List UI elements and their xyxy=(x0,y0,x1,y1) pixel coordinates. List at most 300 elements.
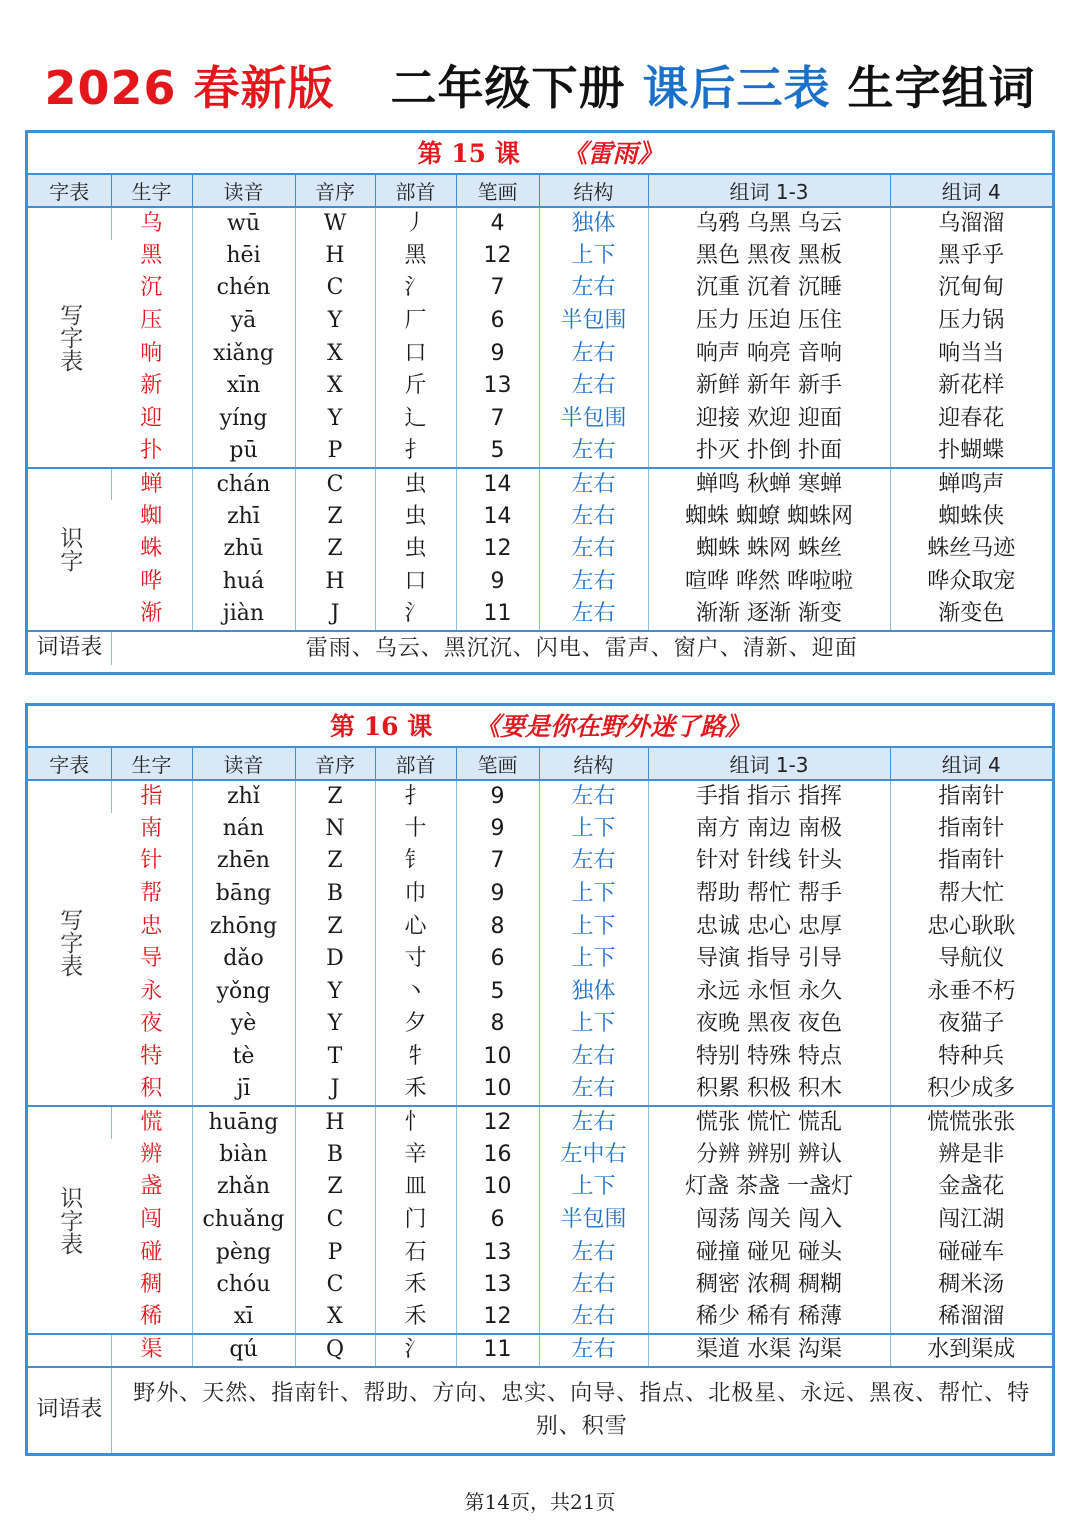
cell-words: 稠密 浓稠 稠糊 xyxy=(648,1269,890,1302)
cell-radical: 钅 xyxy=(375,845,456,878)
cell-word4: 扑蝴蝶 xyxy=(890,435,1052,468)
cell-words: 导演 指导 引导 xyxy=(648,943,890,976)
cell-words: 沉重 沉着 沉睡 xyxy=(648,272,890,305)
cell-structure: 上下 xyxy=(539,943,648,976)
cell-words: 南方 南边 南极 xyxy=(648,813,890,846)
cell-word4: 沉甸甸 xyxy=(890,272,1052,305)
cell-char: 辨 xyxy=(140,1141,163,1167)
cell-word4: 导航仪 xyxy=(890,943,1052,976)
cell-structure: 左右 xyxy=(539,1041,648,1074)
group-label-text: 写字表 xyxy=(56,908,83,978)
cell-char: 导 xyxy=(140,946,163,972)
cell-pinyin: yè xyxy=(192,1008,295,1041)
cell-char: 迎 xyxy=(140,405,163,431)
col-header: 组词 1-3 xyxy=(648,175,890,207)
table-row xyxy=(28,566,1052,599)
cell-words: 迎接 欢迎 迎面 xyxy=(648,403,890,436)
cell-char: 扑 xyxy=(140,437,163,463)
title-grade: 二年级下册 xyxy=(390,61,626,115)
cell-char: 慌 xyxy=(111,1106,192,1139)
table-row xyxy=(28,813,1052,846)
table-row xyxy=(28,910,1052,943)
cell-pinyin: yā xyxy=(192,305,295,338)
lesson-16-panel xyxy=(25,703,1055,1456)
cell-radical: 门 xyxy=(375,1204,456,1237)
cell-word4: 蝉鸣声 xyxy=(890,468,1052,501)
cell-pinyin: pū xyxy=(192,435,295,468)
cell-char: 响 xyxy=(140,340,163,366)
table-row xyxy=(28,207,1052,240)
cell-words: 乌鸦 乌黑 乌云 xyxy=(648,207,890,240)
cell-char: 忠 xyxy=(140,913,163,939)
cell-structure: 左右 xyxy=(539,1302,648,1335)
cell-radical: 十 xyxy=(375,813,456,846)
page-footer: 第14页，共21页 xyxy=(464,1490,616,1514)
cell-word4: 乌溜溜 xyxy=(890,207,1052,240)
lesson-16-title: 《要是你在野外迷了路》 xyxy=(474,712,750,741)
cell-words: 渠道 水渠 沟渠 xyxy=(648,1334,890,1367)
cell-pinyin: wū xyxy=(192,207,295,240)
cell-structure: 上下 xyxy=(539,910,648,943)
table-row xyxy=(28,878,1052,911)
col-header: 音序 xyxy=(295,175,375,207)
cell-char: 帮 xyxy=(140,881,163,907)
cell-strokes: 14 xyxy=(456,468,539,501)
cell-words: 响声 响亮 音响 xyxy=(648,337,890,370)
cell-pinyin: huá xyxy=(192,566,295,599)
group-label xyxy=(28,468,111,631)
cell-words: 积累 积极 积木 xyxy=(648,1073,890,1106)
cell-words: 黑色 黑夜 黑板 xyxy=(648,240,890,273)
cell-structure: 左右 xyxy=(539,435,648,468)
cell-words: 分辨 辨别 辨认 xyxy=(648,1139,890,1172)
col-header: 字表 xyxy=(28,175,111,207)
cell-words: 渐渐 逐渐 渐变 xyxy=(648,598,890,631)
cell-radical: 禾 xyxy=(375,1269,456,1302)
cell-char: 夜 xyxy=(140,1011,163,1037)
cell-strokes: 8 xyxy=(456,1008,539,1041)
cell-char: 盏 xyxy=(140,1174,163,1200)
lesson-15-heading xyxy=(28,133,1052,175)
cell-structure: 半包围 xyxy=(539,305,648,338)
cell-strokes: 13 xyxy=(456,370,539,403)
cell-pinyin: bāng xyxy=(192,878,295,911)
cell-radical: 扌 xyxy=(375,780,456,813)
cell-strokes: 10 xyxy=(456,1171,539,1204)
cell-structure: 上下 xyxy=(539,813,648,846)
cell-structure: 上下 xyxy=(539,240,648,273)
cell-word4: 响当当 xyxy=(890,337,1052,370)
cell-radical: 丿 xyxy=(375,207,456,240)
cell-radical: 氵 xyxy=(375,1334,456,1367)
table-row xyxy=(28,1008,1052,1041)
cell-radical: 牜 xyxy=(375,1041,456,1074)
cell-pinyin: jī xyxy=(192,1073,295,1106)
group-label xyxy=(28,1106,111,1334)
title-edition: 春新版 xyxy=(193,61,335,115)
cell-strokes: 7 xyxy=(456,403,539,436)
col-header: 组词 1-3 xyxy=(648,748,890,780)
cell-word4: 蛛丝马迹 xyxy=(890,533,1052,566)
table-row xyxy=(28,1073,1052,1106)
cell-pinyin: zhū xyxy=(192,533,295,566)
cell-pinyin: yǒng xyxy=(192,976,295,1009)
cell-structure: 上下 xyxy=(539,1171,648,1204)
cell-word4: 压力锅 xyxy=(890,305,1052,338)
table-row xyxy=(28,533,1052,566)
col-header: 读音 xyxy=(192,175,295,207)
cell-word4: 忠心耿耿 xyxy=(890,910,1052,943)
cell-words: 灯盏 茶盏 一盏灯 xyxy=(648,1171,890,1204)
cell-seq: C xyxy=(295,1204,375,1237)
cell-words: 蜘蛛 蜘蟟 蜘蛛网 xyxy=(648,500,890,533)
cell-words: 扑灭 扑倒 扑面 xyxy=(648,435,890,468)
cell-words: 帮助 帮忙 帮手 xyxy=(648,878,890,911)
cell-pinyin: hēi xyxy=(192,240,295,273)
cell-structure: 左右 xyxy=(539,598,648,631)
cell-structure: 左右 xyxy=(539,468,648,501)
cell-words: 蝉鸣 秋蝉 寒蝉 xyxy=(648,468,890,501)
cell-pinyin: xī xyxy=(192,1302,295,1335)
cell-radical: 石 xyxy=(375,1236,456,1269)
lesson-15-panel xyxy=(25,130,1055,675)
cell-words: 慌张 慌忙 慌乱 xyxy=(648,1106,890,1139)
cell-strokes: 6 xyxy=(456,1204,539,1237)
cell-word4: 指南针 xyxy=(890,845,1052,878)
cell-word4: 蜘蛛侠 xyxy=(890,500,1052,533)
table-row xyxy=(28,305,1052,338)
cell-pinyin: yíng xyxy=(192,403,295,436)
col-header: 部首 xyxy=(375,175,456,207)
cell-char: 碰 xyxy=(140,1239,163,1265)
cell-pinyin: xiǎng xyxy=(192,337,295,370)
table-row xyxy=(28,845,1052,878)
cell-word4: 慌慌张张 xyxy=(890,1106,1052,1139)
cell-strokes: 4 xyxy=(456,207,539,240)
cell-word4: 稠米汤 xyxy=(890,1269,1052,1302)
cell-seq: N xyxy=(295,813,375,846)
lesson-15-table xyxy=(28,175,1052,665)
cell-words: 闯荡 闯关 闯入 xyxy=(648,1204,890,1237)
cell-char: 蝉 xyxy=(111,468,192,501)
cell-pinyin: chóu xyxy=(192,1269,295,1302)
cell-seq: Y xyxy=(295,976,375,1009)
cell-word4: 迎春花 xyxy=(890,403,1052,436)
cell-pinyin: zhǎn xyxy=(192,1171,295,1204)
table-row xyxy=(28,403,1052,436)
cell-word4: 黑乎乎 xyxy=(890,240,1052,273)
cell-word4: 哗众取宠 xyxy=(890,566,1052,599)
cell-strokes: 6 xyxy=(456,943,539,976)
table-row xyxy=(28,1106,1052,1139)
cell-seq: Y xyxy=(295,1008,375,1041)
cell-radical: 禾 xyxy=(375,1302,456,1335)
cell-char: 稠 xyxy=(140,1272,163,1298)
cell-radical: 寸 xyxy=(375,943,456,976)
cell-pinyin: chán xyxy=(192,468,295,501)
cell-seq: Z xyxy=(295,500,375,533)
table-row xyxy=(28,435,1052,468)
col-header: 笔画 xyxy=(456,748,539,780)
table-header-row xyxy=(28,748,1052,780)
vocab-row xyxy=(28,1367,1052,1453)
table-row xyxy=(28,976,1052,1009)
cell-strokes: 5 xyxy=(456,435,539,468)
cell-seq: X xyxy=(295,337,375,370)
col-header: 结构 xyxy=(539,748,648,780)
lesson-15-body xyxy=(28,207,1052,665)
title-suffix: 生字组词 xyxy=(847,61,1036,115)
cell-strokes: 12 xyxy=(456,1106,539,1139)
group-label-text: 识字表 xyxy=(56,1185,83,1255)
cell-pinyin: biàn xyxy=(192,1139,295,1172)
lesson-16-table xyxy=(28,748,1052,1453)
cell-strokes: 10 xyxy=(456,1041,539,1074)
cell-char: 新 xyxy=(140,373,163,399)
cell-seq: J xyxy=(295,1073,375,1106)
table-row xyxy=(28,1171,1052,1204)
cell-seq: Y xyxy=(295,403,375,436)
cell-pinyin: zhōng xyxy=(192,910,295,943)
cell-char: 沉 xyxy=(140,275,163,301)
cell-seq: Z xyxy=(295,910,375,943)
cell-radical: 夕 xyxy=(375,1008,456,1041)
cell-seq: P xyxy=(295,435,375,468)
cell-strokes: 9 xyxy=(456,878,539,911)
cell-word4: 闯江湖 xyxy=(890,1204,1052,1237)
cell-radical: 厂 xyxy=(375,305,456,338)
cell-words: 夜晚 黑夜 夜色 xyxy=(648,1008,890,1041)
cell-words: 永远 永恒 永久 xyxy=(648,976,890,1009)
cell-structure: 左右 xyxy=(539,272,648,305)
cell-word4: 水到渠成 xyxy=(890,1334,1052,1367)
cell-radical: 氵 xyxy=(375,272,456,305)
cell-structure: 左右 xyxy=(539,1334,648,1367)
cell-pinyin: chén xyxy=(192,272,295,305)
cell-words: 压力 压迫 压住 xyxy=(648,305,890,338)
cell-strokes: 16 xyxy=(456,1139,539,1172)
group-label xyxy=(28,1334,111,1367)
cell-structure: 左右 xyxy=(539,337,648,370)
cell-structure: 独体 xyxy=(539,207,648,240)
cell-seq: P xyxy=(295,1236,375,1269)
table-header-row xyxy=(28,175,1052,207)
cell-seq: D xyxy=(295,943,375,976)
group-label-text: 识字 xyxy=(56,526,83,573)
cell-seq: Z xyxy=(295,533,375,566)
cell-structure: 左右 xyxy=(539,1236,648,1269)
cell-radical: 虫 xyxy=(375,533,456,566)
vocab-label: 词语表 xyxy=(28,631,111,665)
vocab-text: 雷雨、乌云、黑沉沉、闪电、雷声、窗户、清新、迎面 xyxy=(111,631,1052,665)
table-row xyxy=(28,780,1052,813)
cell-radical: 黑 xyxy=(375,240,456,273)
cell-char: 渐 xyxy=(140,600,163,626)
cell-radical: 虫 xyxy=(375,500,456,533)
cell-seq: Z xyxy=(295,845,375,878)
cell-strokes: 12 xyxy=(456,1302,539,1335)
table-row xyxy=(28,598,1052,631)
cell-char: 乌 xyxy=(111,207,192,240)
vocab-row xyxy=(28,631,1052,665)
cell-words: 喧哗 哗然 哗啦啦 xyxy=(648,566,890,599)
cell-seq: H xyxy=(295,1106,375,1139)
table-row xyxy=(28,1236,1052,1269)
cell-words: 手指 指示 指挥 xyxy=(648,780,890,813)
cell-radical: 斤 xyxy=(375,370,456,403)
cell-seq: Z xyxy=(295,1171,375,1204)
table-row xyxy=(28,1334,1052,1367)
cell-pinyin: nán xyxy=(192,813,295,846)
cell-strokes: 8 xyxy=(456,910,539,943)
cell-char: 压 xyxy=(140,308,163,334)
cell-structure: 半包围 xyxy=(539,403,648,436)
lesson-16-number: 第 16 课 xyxy=(330,712,433,741)
cell-word4: 稀溜溜 xyxy=(890,1302,1052,1335)
cell-radical: 丶 xyxy=(375,976,456,1009)
table-row xyxy=(28,1204,1052,1237)
lesson-16-heading xyxy=(28,706,1052,748)
cell-word4: 积少成多 xyxy=(890,1073,1052,1106)
cell-char: 指 xyxy=(111,780,192,813)
cell-word4: 新花样 xyxy=(890,370,1052,403)
title-highlight: 课后三表 xyxy=(642,61,831,115)
page-title xyxy=(0,58,1080,118)
col-header: 组词 4 xyxy=(890,748,1052,780)
cell-structure: 左右 xyxy=(539,1073,648,1106)
group-label xyxy=(28,207,111,468)
cell-strokes: 9 xyxy=(456,566,539,599)
cell-strokes: 13 xyxy=(456,1236,539,1269)
cell-pinyin: xīn xyxy=(192,370,295,403)
cell-strokes: 7 xyxy=(456,845,539,878)
cell-pinyin: tè xyxy=(192,1041,295,1074)
cell-strokes: 9 xyxy=(456,780,539,813)
cell-strokes: 5 xyxy=(456,976,539,1009)
cell-seq: C xyxy=(295,468,375,501)
cell-structure: 左中右 xyxy=(539,1139,648,1172)
cell-structure: 左右 xyxy=(539,845,648,878)
col-header: 笔画 xyxy=(456,175,539,207)
col-header: 生字 xyxy=(111,175,192,207)
table-row xyxy=(28,943,1052,976)
col-header: 生字 xyxy=(111,748,192,780)
cell-radical: 心 xyxy=(375,910,456,943)
table-row xyxy=(28,240,1052,273)
cell-words: 针对 针线 针头 xyxy=(648,845,890,878)
cell-words: 忠诚 忠心 忠厚 xyxy=(648,910,890,943)
cell-words: 蜘蛛 蛛网 蛛丝 xyxy=(648,533,890,566)
table-row xyxy=(28,1302,1052,1335)
col-header: 读音 xyxy=(192,748,295,780)
cell-radical: 扌 xyxy=(375,435,456,468)
cell-strokes: 6 xyxy=(456,305,539,338)
cell-radical: 虫 xyxy=(375,468,456,501)
table-row xyxy=(28,1041,1052,1074)
cell-char: 哗 xyxy=(140,568,163,594)
cell-structure: 独体 xyxy=(539,976,648,1009)
cell-strokes: 9 xyxy=(456,813,539,846)
cell-word4: 帮大忙 xyxy=(890,878,1052,911)
cell-word4: 碰碰车 xyxy=(890,1236,1052,1269)
cell-char: 蜘 xyxy=(140,503,163,529)
cell-strokes: 10 xyxy=(456,1073,539,1106)
col-header: 结构 xyxy=(539,175,648,207)
cell-char: 永 xyxy=(140,978,163,1004)
lesson-15-number: 第 15 课 xyxy=(417,139,520,168)
cell-radical: 辶 xyxy=(375,403,456,436)
cell-pinyin: chuǎng xyxy=(192,1204,295,1237)
cell-seq: Q xyxy=(295,1334,375,1367)
cell-pinyin: dǎo xyxy=(192,943,295,976)
col-header: 部首 xyxy=(375,748,456,780)
cell-char: 针 xyxy=(140,848,163,874)
title-year: 2026 xyxy=(44,61,177,115)
cell-structure: 左右 xyxy=(539,1106,648,1139)
cell-seq: Y xyxy=(295,305,375,338)
cell-structure: 左右 xyxy=(539,500,648,533)
table-row xyxy=(28,468,1052,501)
cell-word4: 永垂不朽 xyxy=(890,976,1052,1009)
cell-structure: 上下 xyxy=(539,878,648,911)
cell-radical: 口 xyxy=(375,566,456,599)
lesson-16-body xyxy=(28,780,1052,1453)
cell-seq: C xyxy=(295,272,375,305)
cell-strokes: 7 xyxy=(456,272,539,305)
cell-words: 新鲜 新年 新手 xyxy=(648,370,890,403)
cell-word4: 特种兵 xyxy=(890,1041,1052,1074)
cell-strokes: 13 xyxy=(456,1269,539,1302)
table-row xyxy=(28,1139,1052,1172)
cell-radical: 巾 xyxy=(375,878,456,911)
vocab-text: 野外、天然、指南针、帮助、方向、忠实、向导、指点、北极星、永远、黑夜、帮忙、特别、积雪 xyxy=(111,1367,1052,1453)
cell-radical: 忄 xyxy=(375,1106,456,1139)
cell-words: 碰撞 碰见 碰头 xyxy=(648,1236,890,1269)
cell-seq: B xyxy=(295,1139,375,1172)
table-row xyxy=(28,500,1052,533)
cell-seq: X xyxy=(295,370,375,403)
cell-strokes: 11 xyxy=(456,1334,539,1367)
col-header: 字表 xyxy=(28,748,111,780)
cell-char: 积 xyxy=(140,1076,163,1102)
cell-char: 渠 xyxy=(111,1334,192,1367)
cell-radical: 皿 xyxy=(375,1171,456,1204)
cell-pinyin: qú xyxy=(192,1334,295,1367)
lesson-15-title: 《雷雨》 xyxy=(562,139,663,168)
cell-pinyin: zhēn xyxy=(192,845,295,878)
cell-radical: 口 xyxy=(375,337,456,370)
cell-seq: W xyxy=(295,207,375,240)
cell-pinyin: zhǐ xyxy=(192,780,295,813)
table-row xyxy=(28,337,1052,370)
cell-word4: 夜猫子 xyxy=(890,1008,1052,1041)
col-header: 组词 4 xyxy=(890,175,1052,207)
cell-seq: T xyxy=(295,1041,375,1074)
cell-char: 闯 xyxy=(140,1207,163,1233)
cell-seq: H xyxy=(295,566,375,599)
cell-pinyin: huāng xyxy=(192,1106,295,1139)
cell-word4: 辨是非 xyxy=(890,1139,1052,1172)
cell-seq: X xyxy=(295,1302,375,1335)
cell-char: 特 xyxy=(140,1044,163,1070)
group-label-text: 写字表 xyxy=(56,302,83,372)
cell-structure: 左右 xyxy=(539,566,648,599)
cell-radical: 辛 xyxy=(375,1139,456,1172)
cell-structure: 左右 xyxy=(539,780,648,813)
cell-structure: 半包围 xyxy=(539,1204,648,1237)
cell-strokes: 9 xyxy=(456,337,539,370)
cell-strokes: 12 xyxy=(456,240,539,273)
